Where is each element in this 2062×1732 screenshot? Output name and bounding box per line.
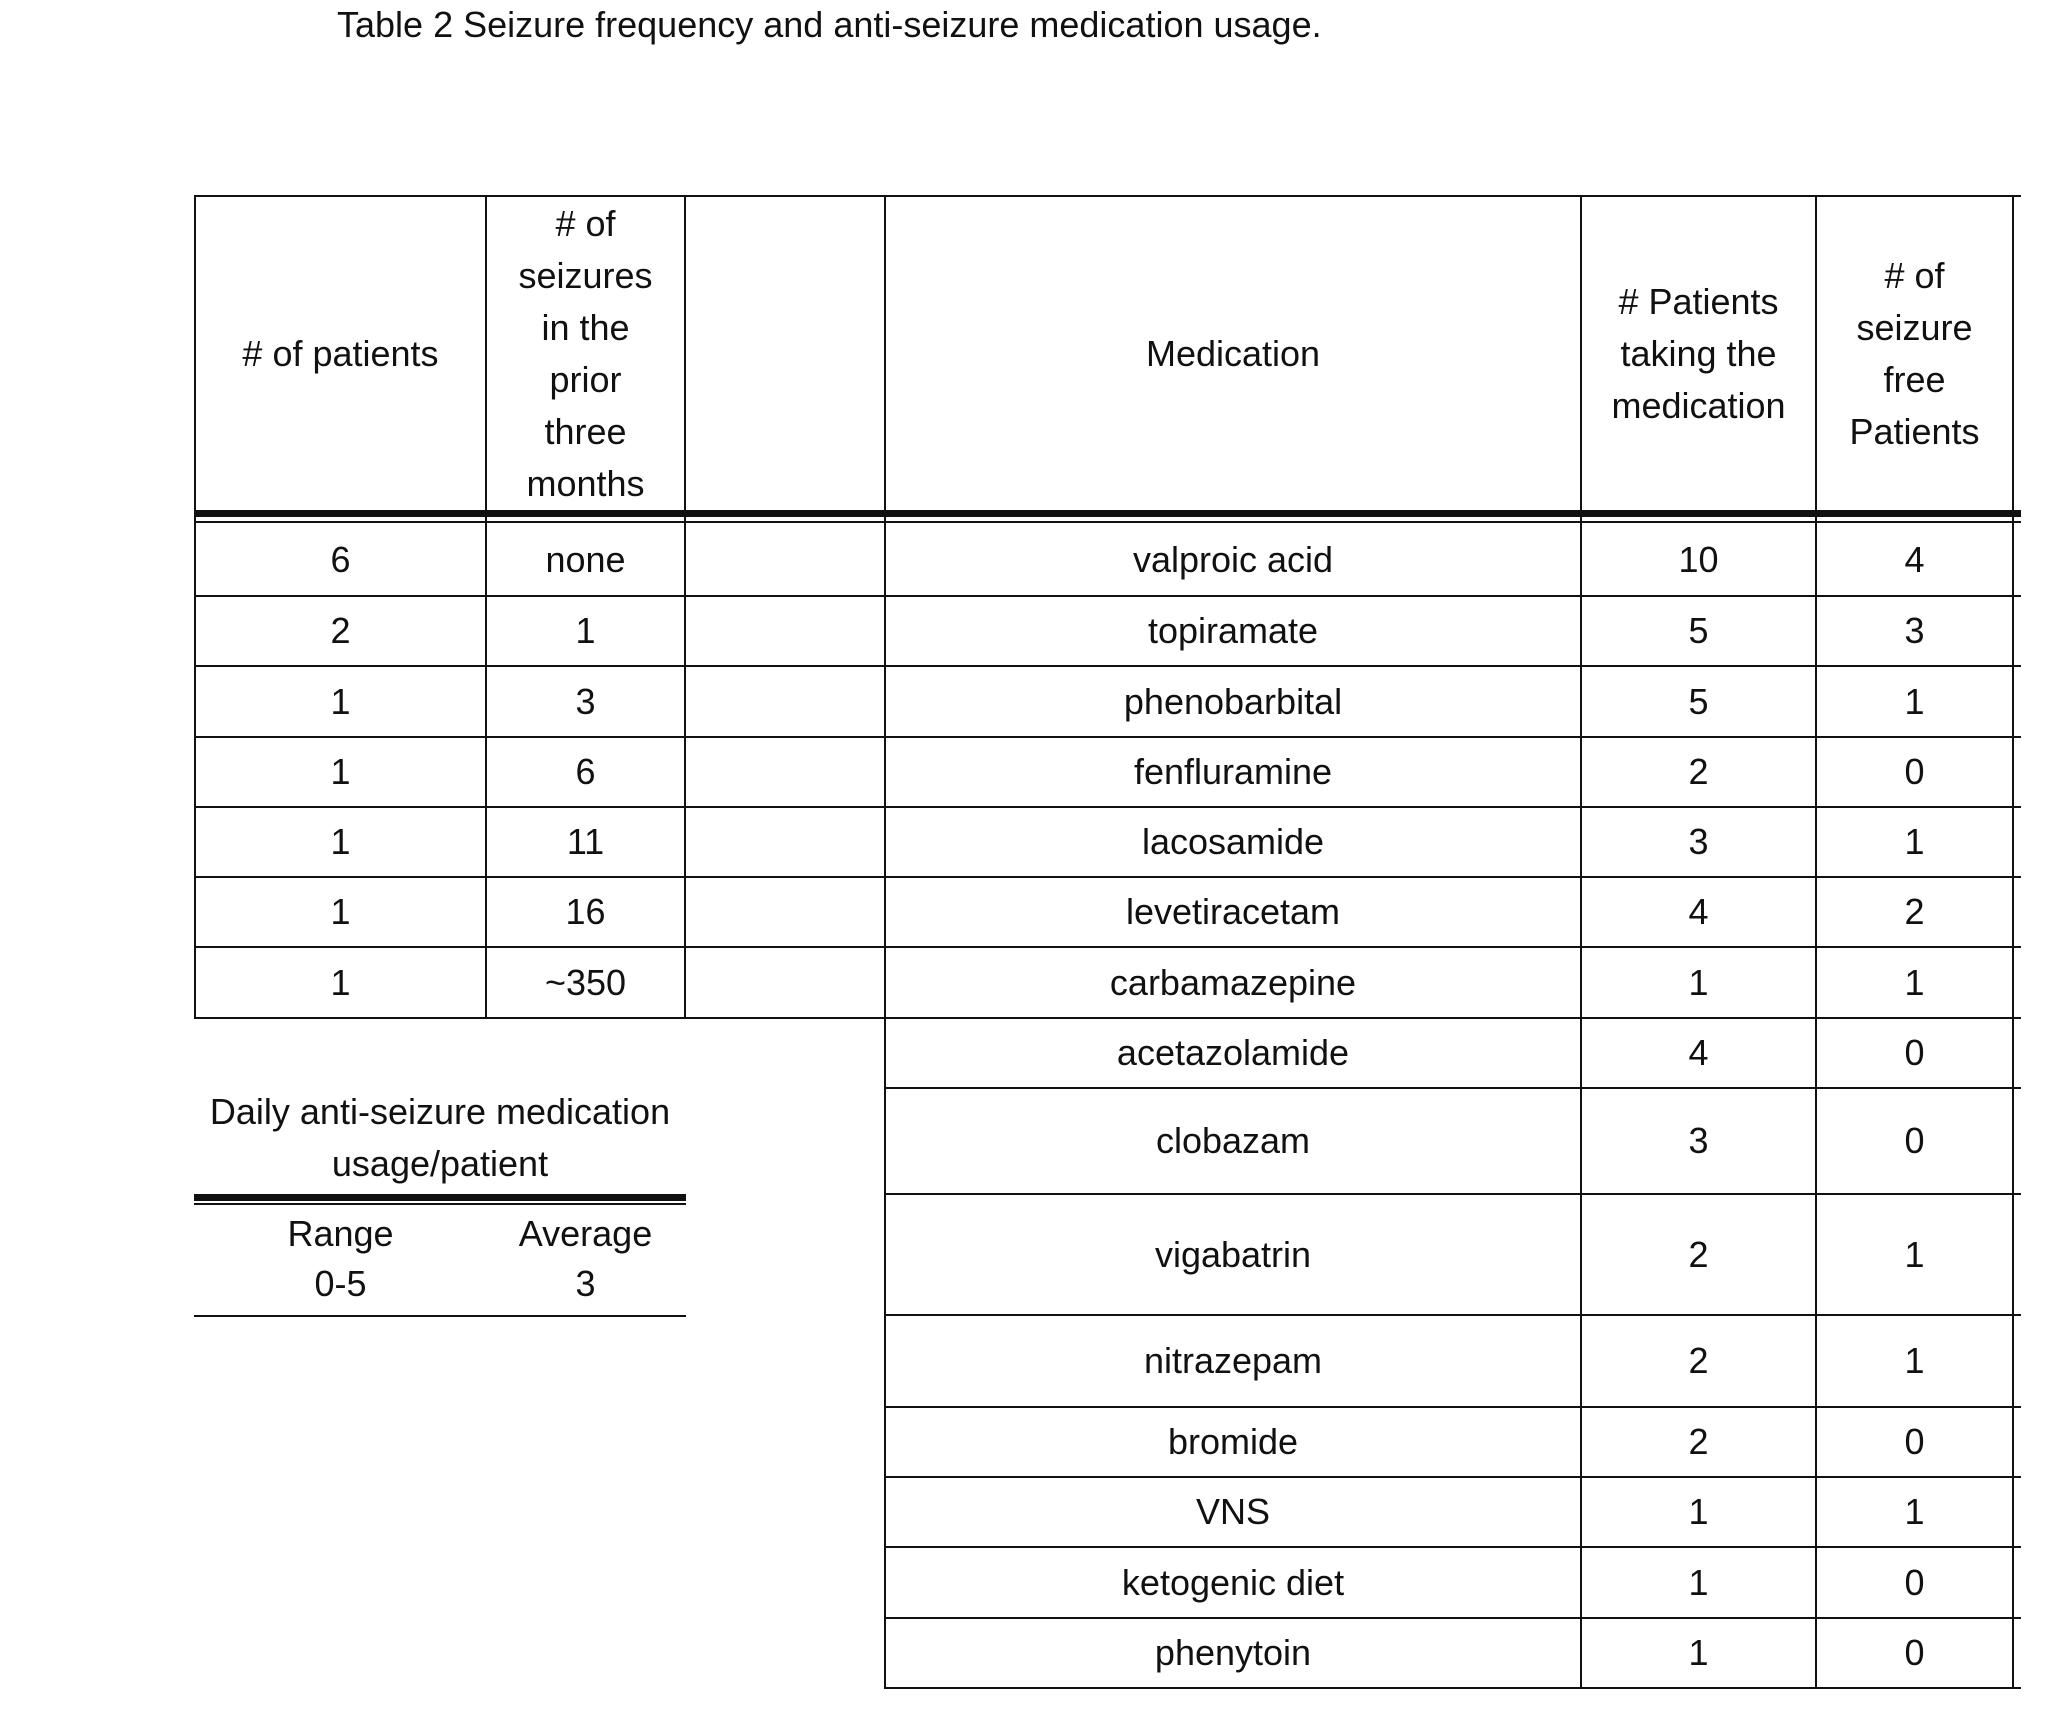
patients-cell: 1: [330, 680, 351, 722]
free-cell: 3: [1904, 610, 1925, 651]
patients-cell: 1: [330, 891, 351, 932]
seizures-cell: 3: [575, 680, 596, 722]
patients-cell: 1: [330, 961, 351, 1003]
medication-cell: valproic acid: [1132, 539, 1334, 580]
free-cell: 2: [1904, 891, 1925, 932]
free-cell: 1: [1904, 961, 1925, 1003]
taking-cell: 4: [1688, 891, 1709, 932]
taking-cell: 1: [1688, 961, 1709, 1003]
medication-cell: phenobarbital: [1123, 680, 1343, 722]
range-label: Range: [287, 1213, 394, 1254]
medication-cell: topiramate: [1147, 610, 1319, 651]
range-value: 0-5: [314, 1263, 367, 1304]
average-value: 3: [575, 1263, 596, 1304]
free-cell: 0: [1904, 1421, 1925, 1462]
medication-cell: VNS: [1195, 1491, 1271, 1532]
patients-cell: 6: [330, 539, 351, 580]
free-cell: 1: [1904, 1233, 1925, 1275]
medication-cell: lacosamide: [1141, 821, 1325, 862]
free-cell: 0: [1904, 1032, 1925, 1073]
medication-cell: bromide: [1167, 1421, 1299, 1462]
taking-cell: 2: [1688, 1340, 1709, 1381]
header-medication: Medication: [1145, 332, 1321, 374]
taking-cell: 2: [1688, 751, 1709, 792]
patients-cell: 1: [330, 821, 351, 862]
seizures-cell: 16: [565, 891, 606, 932]
medication-cell: acetazolamide: [1116, 1032, 1350, 1073]
free-cell: 4: [1904, 539, 1925, 580]
header-seizure-free: # of seizure free Patients: [1849, 254, 1980, 452]
medication-cell: fenfluramine: [1133, 751, 1333, 792]
taking-cell: 1: [1688, 1561, 1709, 1603]
seizures-cell: 11: [566, 821, 605, 862]
seizures-cell: 1: [575, 610, 596, 651]
header-patients-taking: # Patients taking the medication: [1611, 280, 1786, 426]
seizures-cell: none: [545, 539, 626, 580]
taking-cell: 5: [1688, 680, 1709, 722]
free-cell: 0: [1904, 1632, 1925, 1673]
seizures-cell: 6: [575, 751, 596, 792]
taking-cell: 1: [1688, 1491, 1709, 1532]
free-cell: 0: [1904, 1561, 1925, 1603]
taking-cell: 3: [1688, 1120, 1709, 1161]
taking-cell: 5: [1688, 610, 1709, 651]
medication-cell: levetiracetam: [1125, 891, 1341, 932]
patients-cell: 1: [330, 751, 351, 792]
free-cell: 0: [1904, 751, 1925, 792]
taking-cell: 1: [1688, 1632, 1709, 1673]
header-patients: # of patients: [242, 332, 439, 374]
free-cell: 0: [1904, 1120, 1925, 1161]
seizures-cell: ~350: [544, 961, 627, 1003]
medication-cell: nitrazepam: [1143, 1340, 1323, 1381]
medication-cell: vigabatrin: [1154, 1233, 1312, 1275]
free-cell: 1: [1904, 1491, 1925, 1532]
taking-cell: 2: [1688, 1421, 1709, 1462]
taking-cell: 2: [1688, 1233, 1709, 1275]
medication-cell: clobazam: [1155, 1120, 1311, 1161]
patients-cell: 2: [330, 610, 351, 651]
header-seizures: # of seizures in the prior three months: [518, 202, 653, 504]
taking-cell: 10: [1678, 539, 1719, 580]
medication-cell: ketogenic diet: [1121, 1561, 1345, 1603]
medication-cell: phenytoin: [1154, 1632, 1312, 1673]
header-blank: [686, 197, 884, 510]
free-cell: 1: [1904, 1340, 1925, 1381]
taking-cell: 4: [1688, 1032, 1709, 1073]
medication-cell: carbamazepine: [1109, 961, 1357, 1003]
free-cell: 1: [1904, 680, 1925, 722]
average-label: Average: [518, 1213, 653, 1254]
table-title: Table 2 Seizure frequency and anti-seizure medication usage.: [337, 4, 1322, 45]
daily-usage-caption: Daily anti-seizure medication usage/patient: [209, 1091, 671, 1184]
free-cell: 1: [1904, 821, 1925, 862]
taking-cell: 3: [1688, 821, 1709, 862]
